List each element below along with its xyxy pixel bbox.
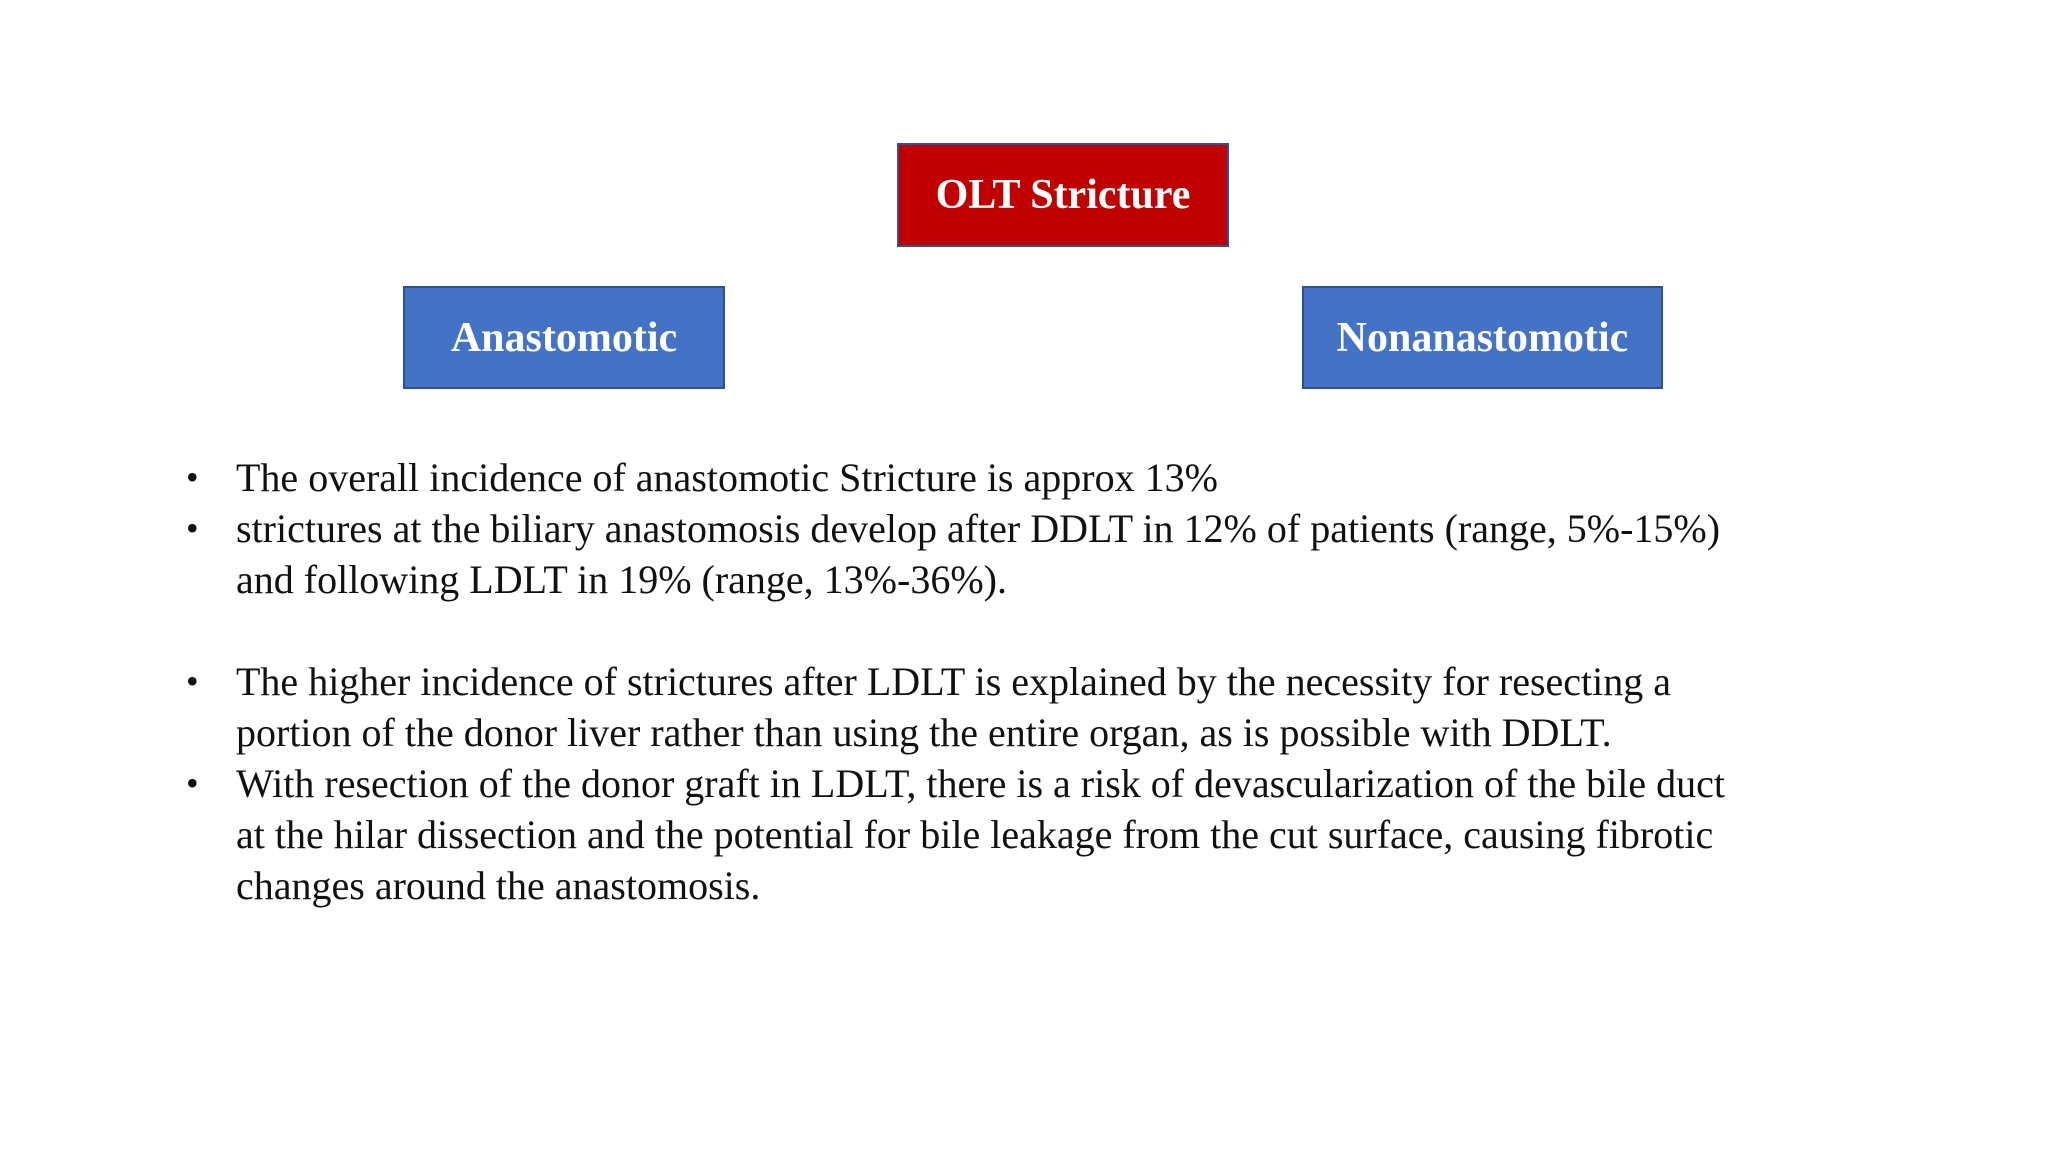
bullet-text: The overall incidence of anastomotic Stricture is approx 13% <box>236 455 1218 500</box>
bullet-dot: • <box>186 457 199 497</box>
bullet-text: The higher incidence of strictures after LDLT is explained by the necessity for resecting a portion of the donor liver rather than using the entire organ, as is possible with DDLT. <box>236 659 1672 755</box>
bullet-text: With resection of the donor graft in LDLT, there is a risk of devascularization of the bile duct at the hilar dissection and the potential for bile leakage from the cut surface, causing fibrotic changes around the anastomosis. <box>236 761 1726 908</box>
anastomotic-box <box>403 286 725 389</box>
bullet-dot: • <box>186 508 199 548</box>
anastomotic-label: Anastomotic <box>450 314 678 361</box>
bullet-item <box>0 758 2048 911</box>
bullet-spacer <box>0 605 2048 656</box>
bullet-dot: • <box>186 661 199 701</box>
bullet-dot: • <box>186 763 199 803</box>
bullet-list <box>0 452 2048 911</box>
olt-stricture-label: OLT Stricture <box>935 172 1191 218</box>
bullet-item <box>0 656 2048 758</box>
nonanastomotic-label: Nonanastomotic <box>1336 314 1629 361</box>
bullet-item <box>0 503 2048 605</box>
olt-stricture-box <box>897 143 1229 247</box>
bullet-item <box>0 452 2048 503</box>
bullet-text: strictures at the biliary anastomosis develop after DDLT in 12% of patients (range, 5%-15%) and following LDLT in 19% (range, 13%-36%). <box>236 506 1721 602</box>
nonanastomotic-box <box>1302 286 1663 389</box>
